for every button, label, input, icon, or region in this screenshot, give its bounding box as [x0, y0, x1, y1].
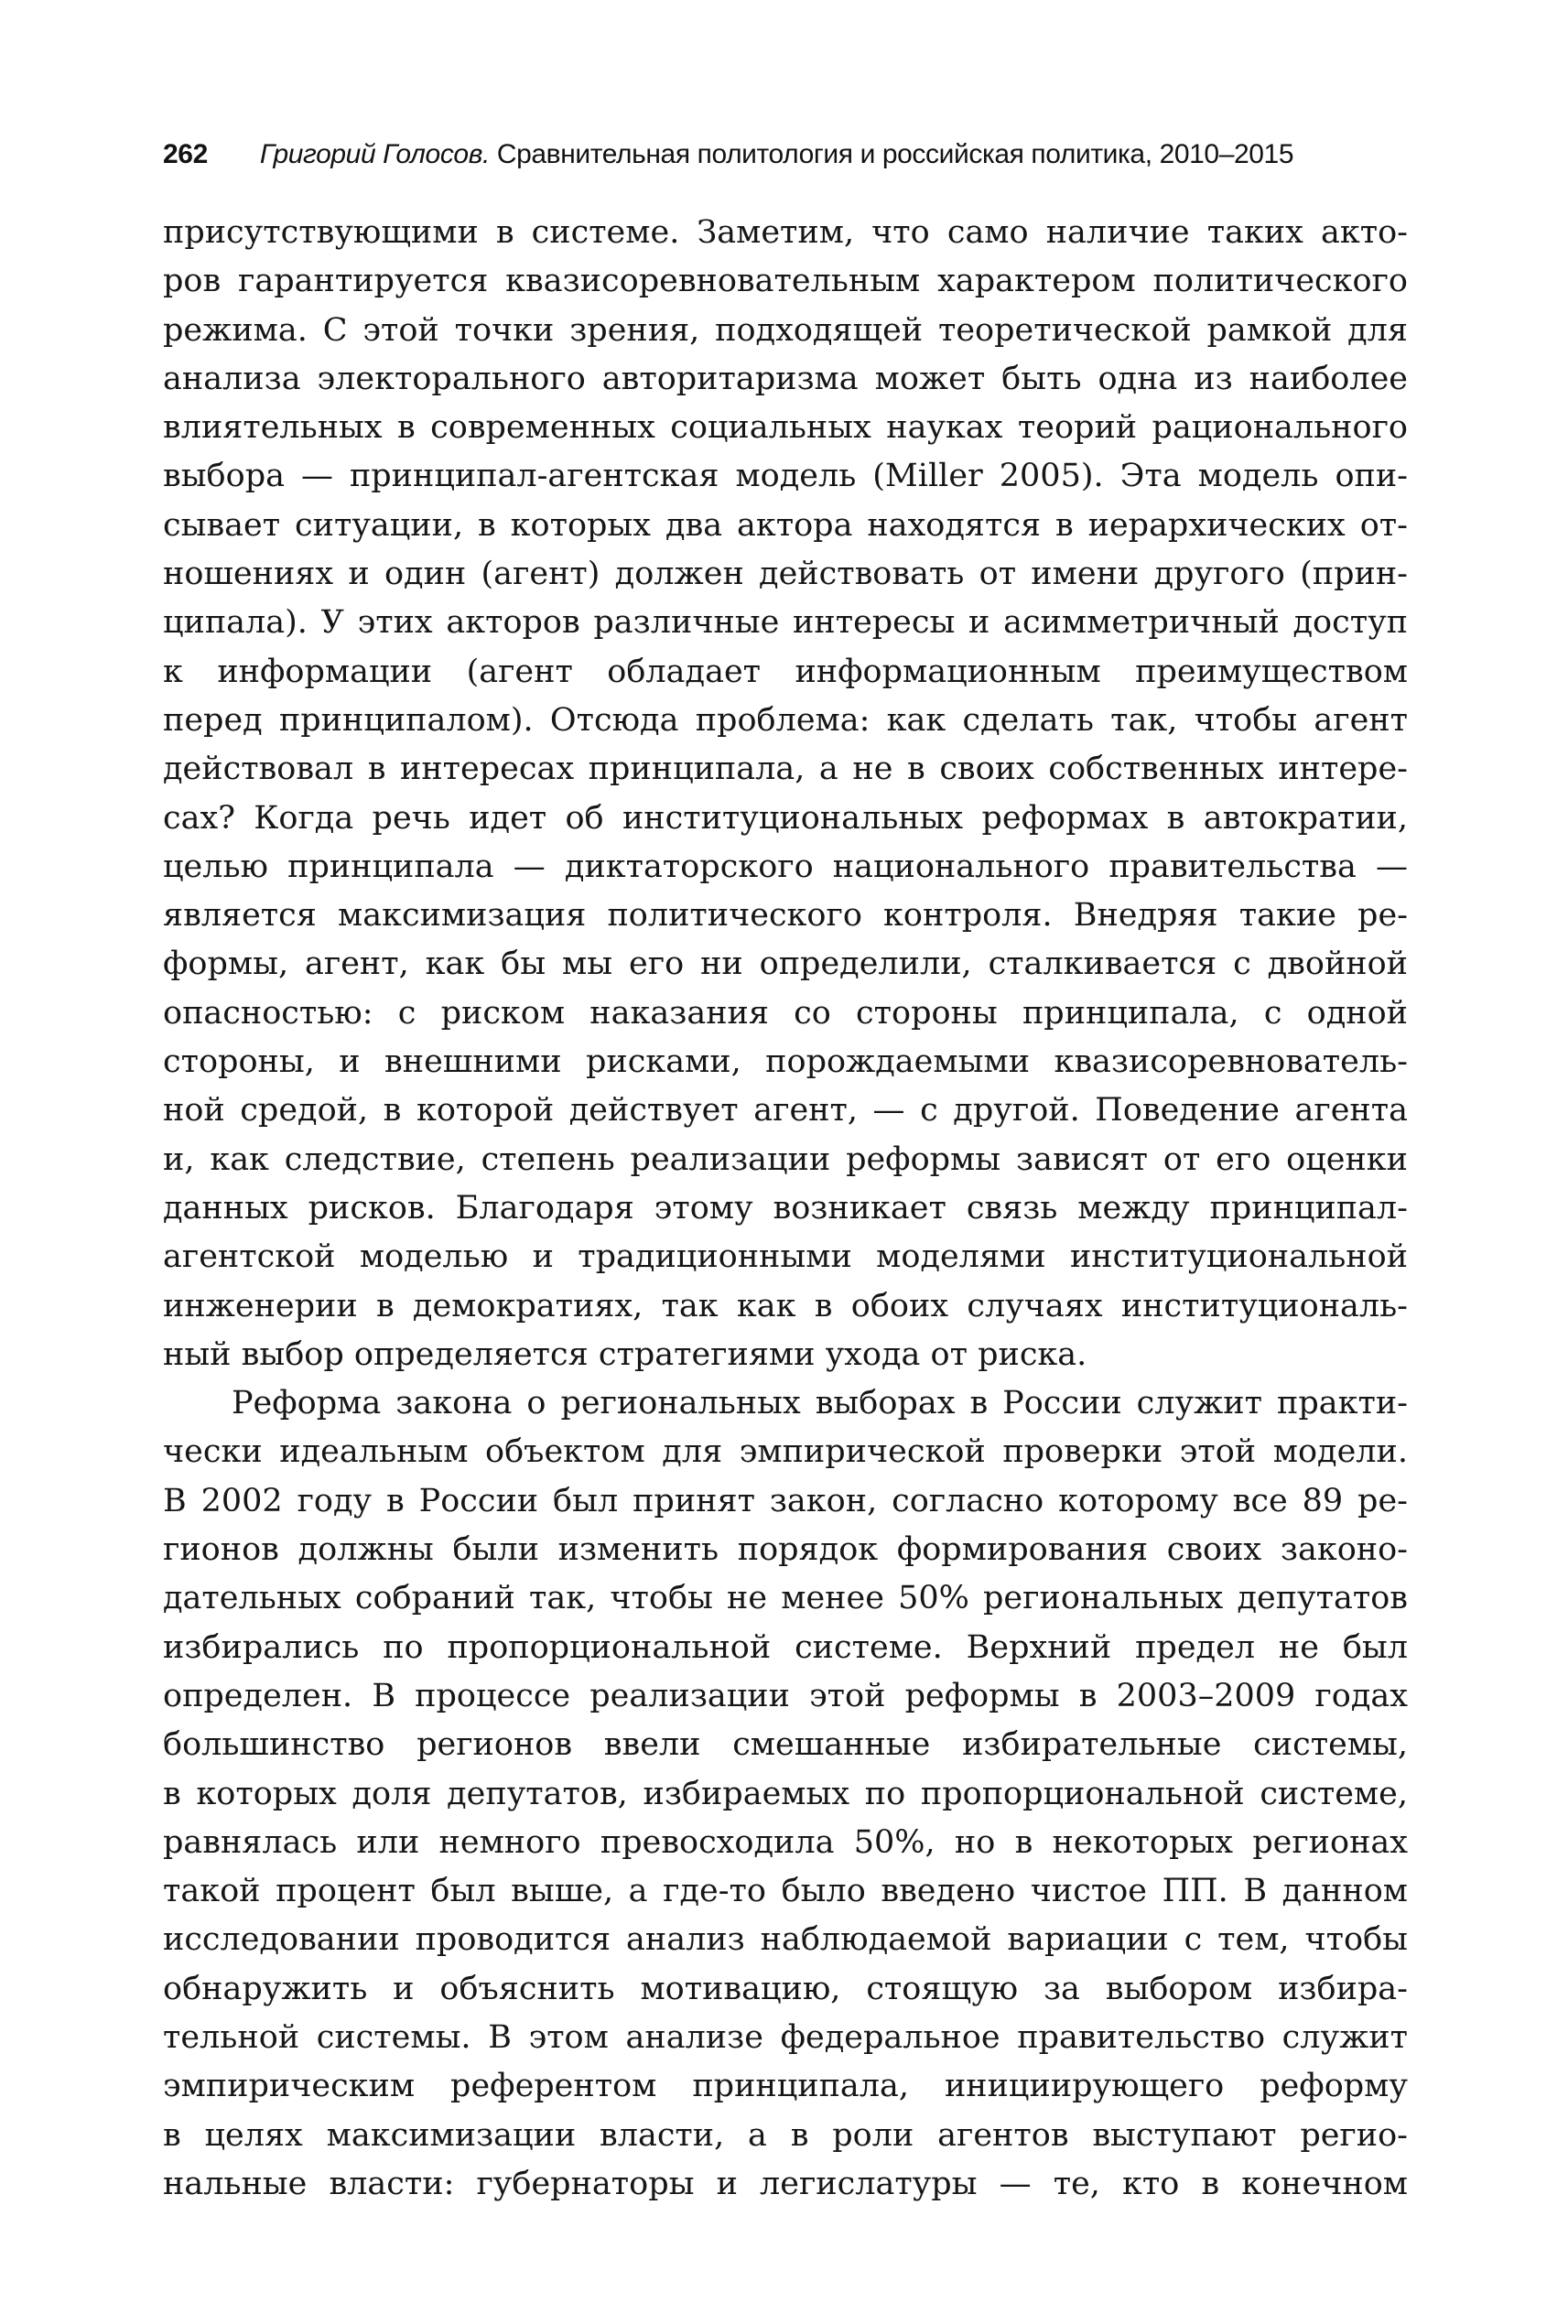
text-line: формы, агент, как бы мы его ни определили, сталкивается с двойной [163, 946, 1408, 983]
text-line: опасностью: с риском наказания со стороны принципала, с одной [163, 994, 1408, 1032]
text-line: эмпирическим референтом принципала, инициирующего реформу [163, 2068, 1408, 2105]
text-line: является максимизация политического контроля. Внедряя такие ре- [163, 897, 1408, 935]
text-line: в которых доля депутатов, избираемых по пропорциональной системе, [163, 1775, 1408, 1812]
text-line: ной средой, в которой действует агент, — с другой. Поведение агента [163, 1092, 1408, 1130]
text-line: целью принципала — диктаторского национального правительства — [163, 848, 1408, 885]
text-line: ров гарантируется квазисоревновательным характером политического [163, 263, 1408, 300]
text-line: сывает ситуации, в которых два актора находятся в иерархических от- [163, 506, 1408, 544]
text-line: выбора — принципал-агентская модель (Miller 2005). Эта модель опи- [163, 458, 1408, 495]
text-line: большинство регионов ввели смешанные избирательные системы, [163, 1726, 1408, 1764]
page-number: 262 [163, 139, 208, 169]
text-line: чески идеальным объектом для эмпирической проверки этой модели. [163, 1433, 1408, 1471]
text-line: к информации (агент обладает информационным преимуществом [163, 653, 1408, 690]
text-line: анализа электорального авторитаризма может быть одна из наиболее [163, 360, 1408, 397]
text-line: ношениях и один (агент) должен действовать от имени другого (прин- [163, 556, 1408, 593]
text-line: определен. В процессе реализации этой реформы в 2003–2009 годах [163, 1677, 1408, 1714]
running-header [163, 136, 1426, 173]
text-line: Реформа закона о региональных выборах в России служит практи- [232, 1385, 1408, 1422]
header-title: Сравнительная политология и российская политика, 2010–2015 [496, 139, 1294, 169]
text-line: ный выбор определяется стратегиями ухода от риска. [163, 1335, 1087, 1373]
text-line: в целях максимизации власти, а в роли агентов выступают регио- [163, 2116, 1408, 2154]
text-line: гионов должны были изменить порядок формирования своих законо- [163, 1531, 1408, 1569]
text-line: нальные власти: губернаторы и легислатуры — те, кто в конечном [163, 2165, 1408, 2202]
header-author: Григорий Голосов. [259, 139, 490, 169]
page-body-text [163, 209, 1408, 2209]
text-line: и, как следствие, степень реализации реформы зависят от его оценки [163, 1140, 1408, 1178]
text-line: избирались по пропорциональной системе. Верхний предел не был [163, 1628, 1408, 1666]
text-line: тельной системы. В этом анализе федеральное правительство служит [163, 2018, 1408, 2056]
text-line: влиятельных в современных социальных науках теорий рационального [163, 409, 1408, 447]
text-line: дательных собраний так, чтобы не менее 50% региональных депутатов [163, 1580, 1408, 1617]
text-line: В 2002 году в России был принят закон, согласно которому все 89 ре- [163, 1482, 1408, 1519]
text-line: обнаружить и объяснить мотивацию, стоящую за выбором избира- [163, 1970, 1408, 2007]
text-line: агентской моделью и традиционными моделями институциональной [163, 1238, 1408, 1276]
text-line: данных рисков. Благодаря этому возникает связь между принципал- [163, 1189, 1408, 1227]
text-line: исследовании проводится анализ наблюдаемой вариации с тем, чтобы [163, 1921, 1408, 1959]
text-line: сах? Когда речь идет об институциональных реформах в автократии, [163, 799, 1408, 837]
text-line: стороны, и внешними рисками, порождаемыми квазисоревнователь- [163, 1043, 1408, 1081]
text-line: такой процент был выше, а где-то было введено чистое ПП. В данном [163, 1873, 1408, 1910]
text-line: режима. С этой точки зрения, подходящей теоретической рамкой для [163, 311, 1408, 349]
text-line: инженерии в демократиях, так как в обоих случаях институциональ- [163, 1287, 1408, 1324]
text-line: ципала). У этих акторов различные интересы и асимметричный доступ [163, 604, 1408, 642]
text-line: действовал в интересах принципала, а не в своих собственных интере- [163, 751, 1408, 788]
text-line: перед принципалом). Отсюда проблема: как сделать так, чтобы агент [163, 701, 1408, 739]
text-line: присутствующими в системе. Заметим, что само наличие таких акто- [163, 214, 1408, 251]
text-line: равнялась или немного превосходила 50%, но в некоторых регионах [163, 1823, 1408, 1861]
